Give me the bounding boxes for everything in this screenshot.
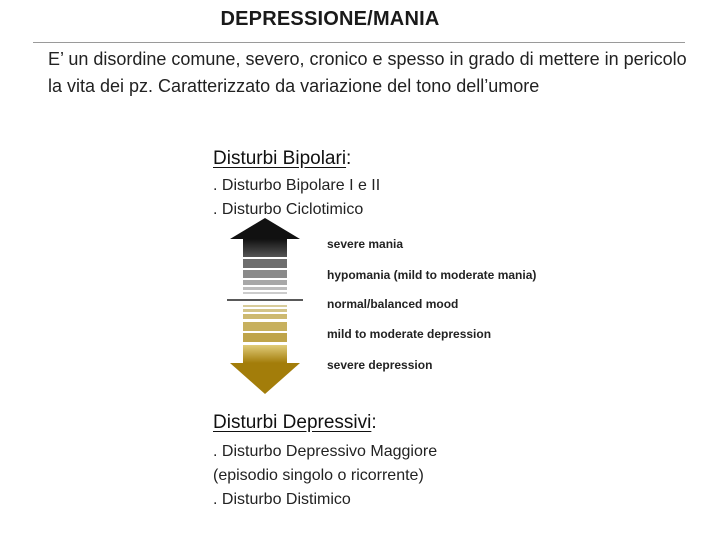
severe-mania-band	[243, 239, 287, 257]
bipolar-heading-text: Disturbi Bipolari	[213, 148, 347, 169]
stripe-5	[243, 309, 287, 312]
scale-label-severe-mania: severe mania	[327, 237, 404, 251]
depressive-item-2: (episodio singolo o ricorrente)	[213, 467, 424, 484]
stripe-6	[243, 314, 287, 319]
mild-depression-band	[243, 322, 287, 331]
scale-label-hypomania: hypomania (mild to moderate mania)	[327, 268, 537, 282]
intro-text: E’ un disordine comune, severo, cronico e spesso in grado di mettere in pericolo la vita dei pz. Caratterizzato da variazione del tono dell’umore	[48, 49, 687, 96]
depressive-item-1: . Disturbo Depressivo Maggiore	[213, 443, 438, 460]
page-title: DEPRESSIONE/MANIA	[220, 8, 440, 30]
depressive-heading-text: Disturbi Depressivi	[213, 412, 372, 433]
stripe-4	[243, 305, 287, 307]
arrow-down-head	[230, 363, 300, 394]
arrow-up-head	[230, 218, 300, 239]
scale-label-severe-depression: severe depression	[327, 358, 433, 372]
stripe-1	[243, 280, 287, 285]
bipolar-item-1: . Disturbo Bipolare I e II	[213, 177, 381, 194]
depressive-item-3: . Disturbo Distimico	[213, 491, 351, 508]
hypomania-band-2	[243, 270, 287, 278]
depressive-heading	[213, 412, 377, 434]
mild-depression-band-2	[243, 333, 287, 342]
stripe-3	[243, 292, 287, 294]
title-divider	[33, 42, 685, 43]
bipolar-heading	[213, 148, 351, 170]
stripe-2	[243, 287, 287, 290]
scale-label-normal: normal/balanced mood	[327, 297, 459, 311]
bipolar-item-2: . Disturbo Ciclotimico	[213, 201, 364, 218]
depressive-heading-colon: :	[371, 412, 377, 433]
mood-scale-diagram	[225, 216, 545, 401]
scale-label-mild-depression: mild to moderate depression	[327, 327, 492, 341]
bipolar-heading-colon: :	[346, 148, 352, 169]
hypomania-band	[243, 259, 287, 268]
severe-depression-band	[243, 345, 287, 363]
